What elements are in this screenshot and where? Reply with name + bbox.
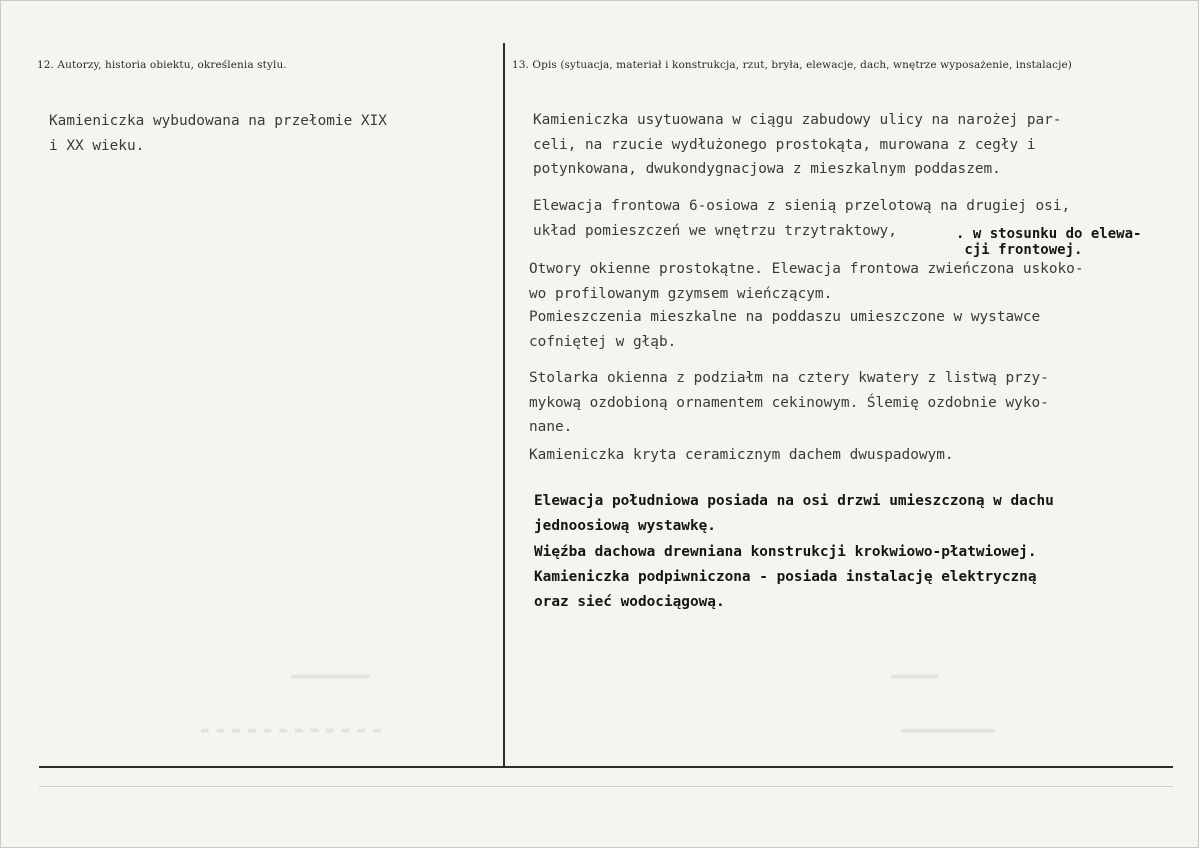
section-13-label: 13. Opis (sytuacja, materiał i konstrukcja, rzut, bryła, elewacje, dach, wnętrze wyposażenie, instalacje) [512, 59, 1072, 71]
handwritten-insert: . w stosunku do elewa- cji frontowej. [956, 226, 1142, 258]
faint-rule [39, 786, 1173, 787]
description-paragraph-installations: Kamieniczka podpiwniczona - posiada instalację elektryczną oraz sieć wodociągową. [534, 569, 1037, 610]
description-paragraph-south-elevation: Elewacja południowa posiada na osi drzwi umieszczoną w dachu jednoosiową wystawkę. [534, 493, 1054, 534]
description-paragraph-facade: Elewacja frontowa 6-osiowa z sienią przelotową na drugiej osi, układ pomieszczeń we wnętrzu trzytraktowy, [533, 198, 1071, 239]
description-paragraph-truss: Więźba dachowa drewniana konstrukcji krokwiowo-płatwiowej. [534, 544, 1037, 560]
description-paragraph-attic: Pomieszczenia mieszkalne na poddaszu umieszczone w wystawce cofniętej w głąb. [529, 309, 1041, 350]
show-through-mark: ▬▬▬▬▬▬ [891, 669, 938, 684]
description-paragraph-windows: Otwory okienne prostokątne. Elewacja frontowa zwieńczona uskoko- wo profilowanym gzymsem wieńczącym. [529, 261, 1084, 302]
description-paragraph-joinery: Stolarka okienna z podziałm na cztery kwatery z listwą przy- mykową ozdobioną ornamentem cekinowym. Ślemię ozdobnie wyko- nane. [529, 370, 1049, 435]
show-through-mark: ▬ ▬ ▬ ▬ ▬ ▬ ▬ ▬ ▬ ▬ ▬ ▬ [201, 723, 382, 738]
description-paragraph-situation: Kamieniczka usytuowana w ciągu zabudowy ulicy na narożej par- celi, na rzucie wydłużonego prostokąta, murowana z cegły i potynkowana, dwukondygnacjowa z mieszkalnym poddaszem. [533, 112, 1062, 177]
column-divider [503, 43, 505, 767]
description-paragraph-roof: Kamieniczka kryta ceramicznym dachem dwuspadowym. [529, 447, 954, 463]
show-through-mark: ▬▬▬▬▬▬▬▬▬▬▬▬ [901, 723, 995, 738]
bottom-rule [39, 766, 1173, 768]
section-12-label: 12. Autorzy, historia obiektu, określenia stylu. [37, 59, 287, 71]
show-through-mark: ▬▬▬▬▬▬▬▬▬▬ [291, 669, 370, 684]
history-text: Kamieniczka wybudowana na przełomie XIX i XX wieku. [49, 113, 387, 154]
